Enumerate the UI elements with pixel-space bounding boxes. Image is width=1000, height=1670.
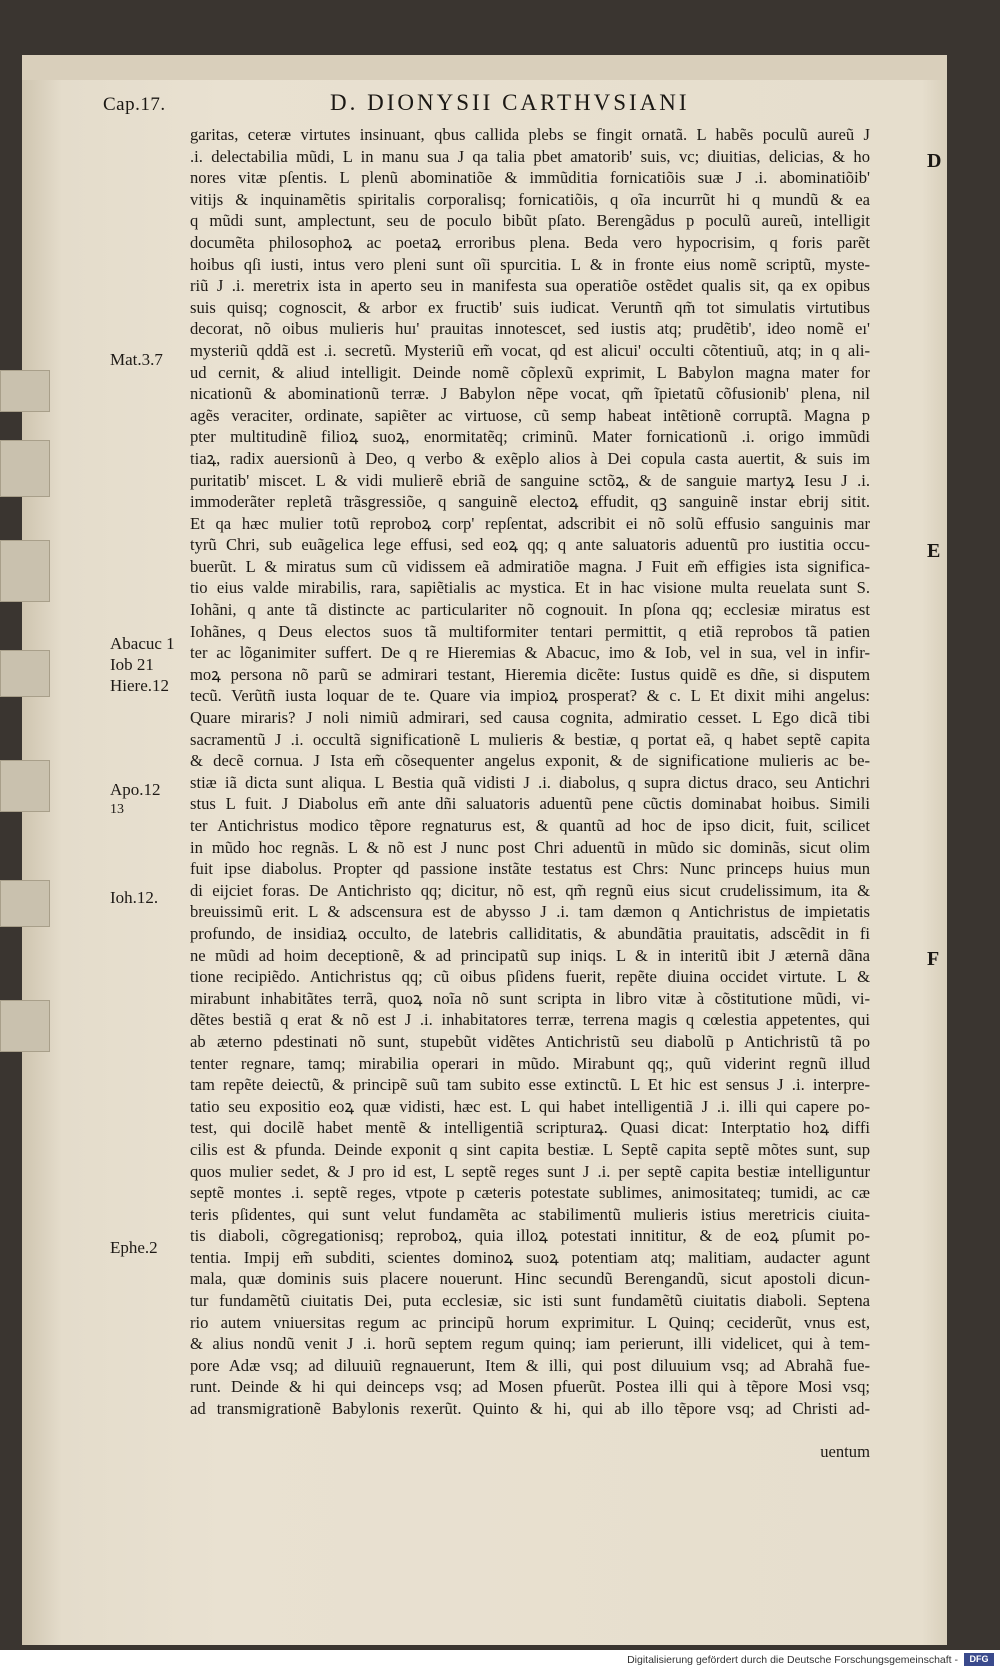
text-line: tiaꝝ, radix auersionũ à Deo, q verbo & exẽplo alios à Dei copula casta auertit, & suis im (190, 448, 870, 468)
text-line: Iohãni, q ante tã distincte ac particulariter nõ cognouit. In pſona qq; ecclesiæ miratus est (190, 600, 870, 620)
text-line: nicationũ & abominationũ terræ. J Babylon nẽpe vocat, qm̃ ĩpietatũ cõfusionib' plena, nil (190, 384, 870, 404)
text-line: stus L fuit. J Diabolus em̃ ante dñi saluatoris aduentũ pene cũctis dominabat hoibus. Simili (190, 794, 870, 814)
text-line: .i. delectabilia mũdi, L in manu sua J qa talia pbet amatorib' suis, vc; diuitias, delicias, & ho (190, 146, 870, 166)
text-line: runt. Deinde & hi qui deinceps vsq; ad Mosen pfuerũt. Postea illi qui à tẽpore Mosi vsq; (190, 1377, 870, 1397)
text-line: stiæ iã dicta sunt aliqua. L Bestia quã vidisti J .i. diabolus, q supra dictus draco, seu Antichri (190, 772, 870, 792)
text-line: ad transmigrationẽ Babylonis rexerũt. Quinto & hi, qui ab illo tẽpore vsq; ad Christi ad- (190, 1399, 870, 1419)
margin-reference: Ioh.12. (110, 888, 159, 907)
text-line: cilis est & pfunda. Deinde exponit q sint capita bestiæ. L Septẽ capita septẽ mõtes sunt, sup (190, 1139, 870, 1159)
text-line: mala, quæ dominis suis placere nouerunt. Hinc secundũ Berengandũ, sicut apostoli dicun- (190, 1269, 870, 1289)
text-line: puritatib' miscet. L & vidi mulierẽ ebriã de sanguine sctõꝝ, & de sanguie martyꝝ Iesu J .i. (190, 470, 870, 490)
text-line: decorat, nõ oibus mulieris huı' prauitas innotescet, sed iustis atq; prudẽtib', ideo nomẽ eı' (190, 319, 870, 339)
index-tab (0, 650, 50, 697)
index-tab (0, 540, 50, 602)
margin-reference: Iob 21 (110, 655, 154, 674)
text-line: Et qa hæc mulier totũ reproboꝝ corp' repſentat, adscribit ei nõ solũ effusio sanguinis mar (190, 513, 870, 533)
catchword: uentum (820, 1442, 870, 1462)
margin-reference: 13 (110, 802, 124, 817)
text-line: tione recipiẽdo. Antichristus qq; cũ oibus pſidens fuerit, repẽte diuina occidet virtute. L & (190, 967, 870, 987)
text-line: q mũdi sunt, amplectunt, seu de poculo bibũt pſato. Berengãdus p poculũ aureũ, intelligit (190, 211, 870, 231)
running-title: D. DIONYSII CARTHVSIANI (330, 90, 690, 115)
text-line: garitas, ceteræ virtutes insinuant, qbus callida plebs se fingit ornatã. L habẽs poculũ aureũ J (190, 125, 870, 144)
text-line: moꝝ persona nõ parũ se admirari testant, Hieremia dicẽte: Iustus quidẽ es dñe, si disputem (190, 664, 870, 684)
text-line: & alius nondũ venit J .i. horũ septem regum quinq; iam perierunt, illi videlicet, qui à tem- (190, 1334, 870, 1354)
text-line: tio eius valde mirabilis, rara, sapiẽtialis ac mystica. Et in hac visione multa reuelata sunt S. (190, 578, 870, 598)
text-line: ud cernit, & aliud intelligit. Deinde nomẽ cõplexũ exprimit, L Babylon magna mater for (190, 362, 870, 382)
margin-reference: Apo.12 (110, 780, 161, 799)
text-line: Quare miraris? J noli nimiũ admirari, sed causa cognita, admiratio cesset. L Ego dicã tibi (190, 708, 870, 728)
section-letter-f: F (927, 948, 940, 970)
text-line: di eijciet foras. De Antichristo qq; dicitur, nõ est, qm̃ regnũ eius sicut crudelissimum, ita & (190, 880, 870, 900)
section-letter-d: D (927, 150, 942, 172)
text-line: documẽta philosophoꝝ ac poetaꝝ erroribus plena. Beda vero hypocrisim, q foris parẽt (190, 232, 870, 252)
text-line: tenter regnare, tamq; mirabilia operari in mũdo. Mirabunt qq;, quũ viderint regnũ illud (190, 1053, 870, 1073)
text-line: test, qui docilẽ habet mentẽ & intelligentiã scripturaꝝ. Quasi dicat: Interptatio hoꝝ diffi (190, 1118, 870, 1138)
text-line: fuit ipse diabolus. Propter qd passione instãte testatus est Chrs: Nunc princeps huius mun (190, 859, 870, 879)
text-line: tyrũ Chri, sub euãgelica lege effusi, sed eoꝝ qq; q ante saluatoris aduentũ pro iustitia occu- (190, 535, 870, 555)
text-line: tur fundamẽtũ ciuitatis Dei, puta ecclesiæ, sic isti sunt fundamẽtũ ciuitatis diaboli. Septena (190, 1291, 870, 1311)
main-text-column (190, 124, 870, 1463)
text-line: tam repẽte deiectũ, & principẽ suũ tam subito esse extinctũ. L Et hic est sensus J .i. interpre- (190, 1075, 870, 1095)
index-tab (0, 1000, 50, 1052)
text-line: ne mũdi ad hoim deceptionẽ, & ad principatũ sup iniqs. L & in interitũ ibit J æternã dãna (190, 945, 870, 965)
text-line: ter Antichristus modico tẽpore regnaturus est, & quantũ ad hoc de ipso dicit, fuit, scilicet (190, 816, 870, 835)
text-line: mysteriũ qddã est .i. secretũ. Mysteriũ em̃ vocat, qd est alicui' occulti cõtentiuũ, atq; in q ali- (190, 340, 870, 360)
text-line: teris pſidentes, qui sunt velut fundamẽta ac stabilimentũ mulieris istius meretricis ciuita- (190, 1204, 870, 1224)
text-line: & decẽ cornua. J Ista em̃ cõsequenter angelus exponit, & de significatione mulieris ac be- (190, 751, 870, 771)
margin-reference: Ephe.2 (110, 1238, 158, 1257)
text-line (190, 1420, 870, 1442)
index-tab (0, 440, 50, 497)
text-line: rio autem vniuersitas regum ac principũ horum exprimitur. L Quinq; ceciderũt, vnus est, (190, 1312, 870, 1332)
text-line: pter multitudinẽ filioꝝ suoꝝ, enormitatẽq; criminũ. Mater fornicationũ .i. origo immũdi (190, 427, 870, 447)
text-line: ter ac lõganimiter suffert. De q re Hieremias & Abacuc, imo & Iob, vel in sua, vel in infir- (190, 643, 870, 663)
text-line: profundo, de insidiaꝝ occulto, de latebris calliditatis, & abundãtia prauitatis, adscẽdit in fi (190, 923, 870, 943)
text-line: suis quisq; cognoscit, & arbor ex fructib' suis iudicat. Veruntñ qm̃ tot simulatis virtutibus (190, 297, 870, 317)
text-line: pore Adæ vsq; ad diluuiũ regnauerunt, Item & illi, qui post diluuium vsq; ad Abrahã fue- (190, 1355, 870, 1375)
text-line: riũ J .i. meretrix ista in aperto seu in manifesta sua operatiõe ostẽdet qualis sit, qa ex opibus (190, 276, 870, 296)
footer-bar (0, 1650, 1000, 1670)
text-line: sacramentũ J .i. occultã significationẽ L mulieris & bestiæ, q portat eã, q habet septẽ capita (190, 729, 870, 749)
text-line: nores vitæ pſentis. L plenũ abominatiõe & immũditia fornicatiõis suæ J .i. abominatiõib' (190, 168, 870, 188)
text-line: in mũdo hoc regnãs. L & nõ est J nunc post Chri aduentũ in mũdo sic dominãs, sicut olim (190, 837, 870, 857)
text-line: quos mulier sedet, & J pro id est, L septẽ reges sunt J .i. per septẽ capita bestiæ intelliguntur (190, 1161, 870, 1181)
section-letter-e: E (927, 540, 941, 562)
text-line: tentia. Impij em̃ subditi, scientes dominoꝝ suoꝝ potentiam atq; malitiam, audacter agunt (190, 1247, 870, 1267)
text-line: vitijs & inquinamẽtis spiritalis corporalisq; fornicatiõis, q oĩa incurrũt hi q mundũ & ea (190, 189, 870, 209)
funding-credit: Digitalisierung gefördert durch die Deutsche Forschungsgemeinschaft - (627, 1654, 958, 1666)
text-line: Iohãnes, q Deus electos suos tã multiformiter tentari permittit, q etiã reprobos tã patien (190, 621, 870, 641)
margin-reference: Hiere.12 (110, 676, 170, 695)
text-line: buerũt. L & miratus sum cũ vidissem eã admiratiõe magna. J Fuit em̃ effigies ista significa- (190, 556, 870, 576)
margin-reference: Mat.3.7 (110, 350, 163, 369)
text-line: mirabunt inhabitãtes terrã, quoꝝ noĩa nõ sunt scripta in libro vitæ à cõstitutione mũdi, vi- (190, 988, 870, 1008)
text-line: breuissimũ erit. L & adscensura est de abysso J .i. tam dæmon q Antichristus de impietatis (190, 902, 870, 922)
chapter-heading: Cap.17. (103, 94, 166, 115)
dfg-logo: DFG (964, 1653, 994, 1666)
text-line: hoibus qſi iusti, intus vero pleni sunt oĩi spurcitia. L & in fronte eius nomẽ scriptũ, myste- (190, 254, 870, 274)
text-line: ab æterno pdestinati nõ sunt, stupebũt vidẽtes Antichristũ seu diabolũ p Antichristũ tã po (190, 1031, 870, 1051)
text-line: septẽ montes .i. septẽ reges, vtpote p cæteris potestate sublimes, animositateq; tumidi, ac cæ (190, 1183, 870, 1203)
text-line: tis diaboli, cõgregationisq; reproboꝝ, quia illoꝝ potestati innititur, & de eoꝝ pſumit po- (190, 1226, 870, 1246)
text-line: dẽtes bestiã q erat & nõ est J .i. inhabitatores terræ, terrena magis q cœlestia appetentes, qui (190, 1010, 870, 1030)
text-line: immoderãter repletã trãsgressiõe, q sanguinẽ electoꝝ effudit, qꝫ sanguinẽ instar ebrij sitit. (190, 492, 870, 512)
index-tab (0, 760, 50, 812)
text-line: tecũ. Verũtñ iusta loquar de te. Quare via impioꝝ prosperat? & c. L Et dixit mihi angelus: (190, 686, 870, 706)
text-line: tatio seu expositio eoꝝ quæ vidisti, hæc est. L qui habet intelligentiã J .i. illi qui capere po- (190, 1096, 870, 1116)
index-tab (0, 880, 50, 927)
margin-reference: Abacuc 1 (110, 634, 175, 653)
text-line: agẽs veraciter, ordinate, sapiẽter ac virtuose, cũ semp habeat intẽtionẽ corruptã. Magna p (190, 405, 870, 425)
index-tab (0, 370, 50, 412)
